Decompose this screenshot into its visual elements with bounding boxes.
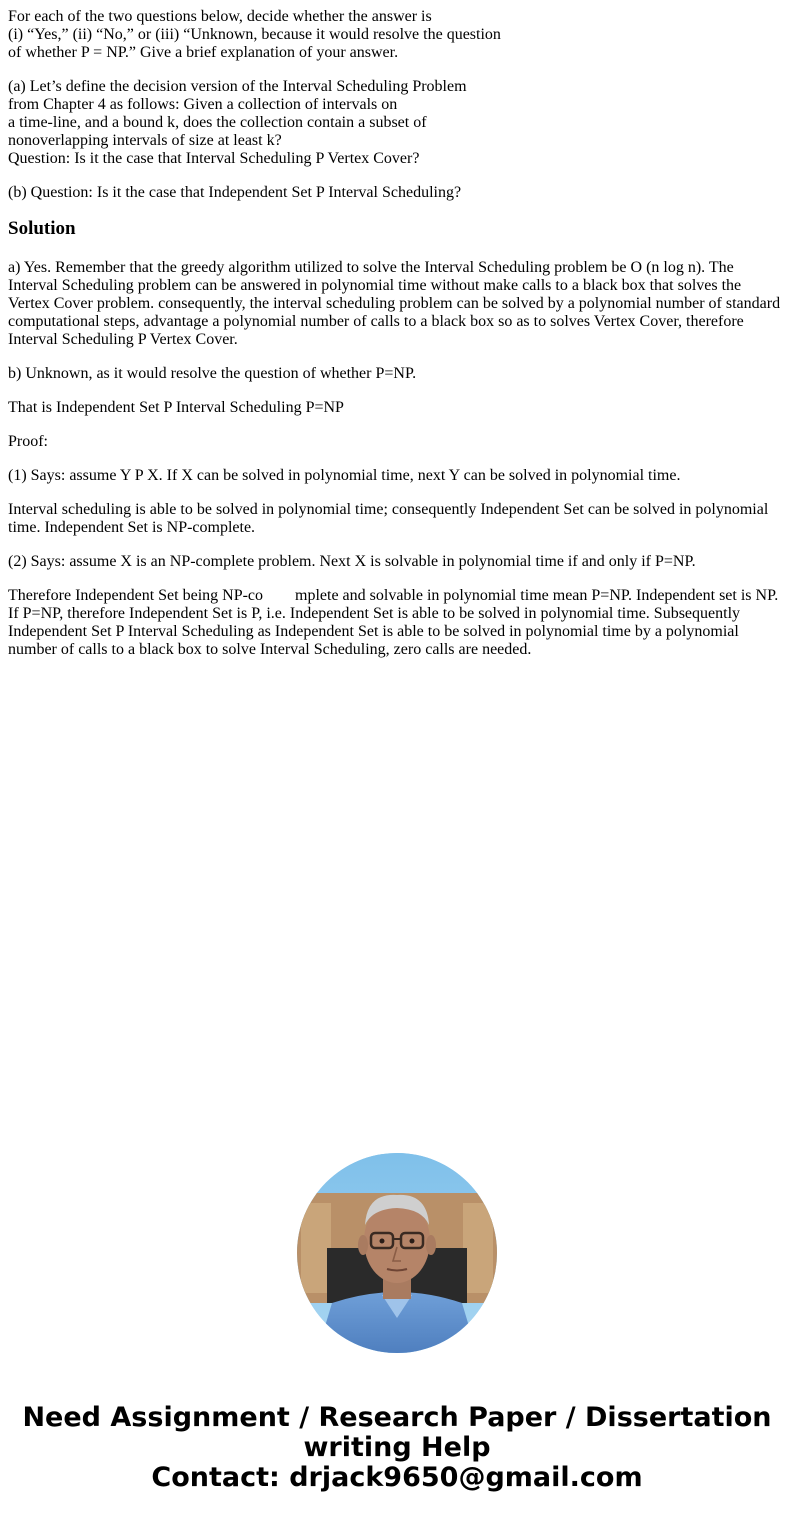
solution-paragraph-claim: That is Independent Set P Interval Scheduling P=NP bbox=[8, 399, 344, 416]
document-body bbox=[8, 8, 786, 675]
solution-paragraph-proof-1-detail: Interval scheduling is able to be solved in polynomial time; consequently Independent Set can be solved in polynomial time. Independent Set is NP-complete. bbox=[8, 501, 769, 536]
solution-paragraph-proof-label: Proof: bbox=[8, 433, 48, 450]
author-portrait-image bbox=[297, 1153, 497, 1353]
promo-banner bbox=[0, 1403, 794, 1493]
solution-paragraph-proof-1: (1) Says: assume Y P X. If X can be solved in polynomial time, next Y can be solved in polynomial time. bbox=[8, 467, 681, 484]
question-intro: For each of the two questions below, decide whether the answer is (i) “Yes,” (ii) “No,” or (iii) “Unknown, because it would resolve the question of whether P = NP.” Give a brief explanation of your answer. bbox=[8, 8, 501, 61]
promo-line-1: Need Assignment / Research Paper / Dissertation bbox=[22, 1402, 772, 1433]
author-avatar bbox=[297, 1153, 497, 1353]
solution-heading: Solution bbox=[8, 218, 76, 239]
promo-line-2: writing Help bbox=[303, 1432, 491, 1463]
solution-paragraph-a: a) Yes. Remember that the greedy algorithm utilized to solve the Interval Scheduling problem be O (n log n). The Interval Scheduling problem can be answered in polynomial time without make calls to a black box that solves the Vertex Cover problem. consequently, the interval scheduling problem can be solved by a polynomial number of standard computational steps, advantage a polynomial number of calls to a black box so as to solves Vertex Cover, therefore Interval Scheduling P Vertex Cover. bbox=[8, 259, 781, 348]
promo-contact-line: Contact: drjack9650@gmail.com bbox=[151, 1462, 643, 1493]
question-part-b: (b) Question: Is it the case that Independent Set P Interval Scheduling? bbox=[8, 184, 462, 201]
question-part-a: (a) Let’s define the decision version of the Interval Scheduling Problem from Chapter 4 as follows: Given a collection of intervals on a time-line, and a bound k, does the collection contain a subset of nonoverlapping intervals of size at least k? Question: Is it the case that Interval Scheduling P Vertex Cover? bbox=[8, 78, 467, 167]
solution-paragraph-b: b) Unknown, as it would resolve the question of whether P=NP. bbox=[8, 365, 417, 382]
solution-paragraph-conclusion: Therefore Independent Set being NP-co mplete and solvable in polynomial time mean P=NP. Independent set is NP. If P=NP, therefore Independent Set is P, i.e. Independent Set is able to be solved in polynomial time. Subsequently Independent Set P Interval Scheduling as Independent Set is able to be solved in polynomial time by a polynomial number of calls to a black box to solve Interval Scheduling, zero calls are needed. bbox=[8, 587, 783, 658]
solution-paragraph-proof-2: (2) Says: assume X is an NP-complete problem. Next X is solvable in polynomial time if and only if P=NP. bbox=[8, 553, 696, 570]
